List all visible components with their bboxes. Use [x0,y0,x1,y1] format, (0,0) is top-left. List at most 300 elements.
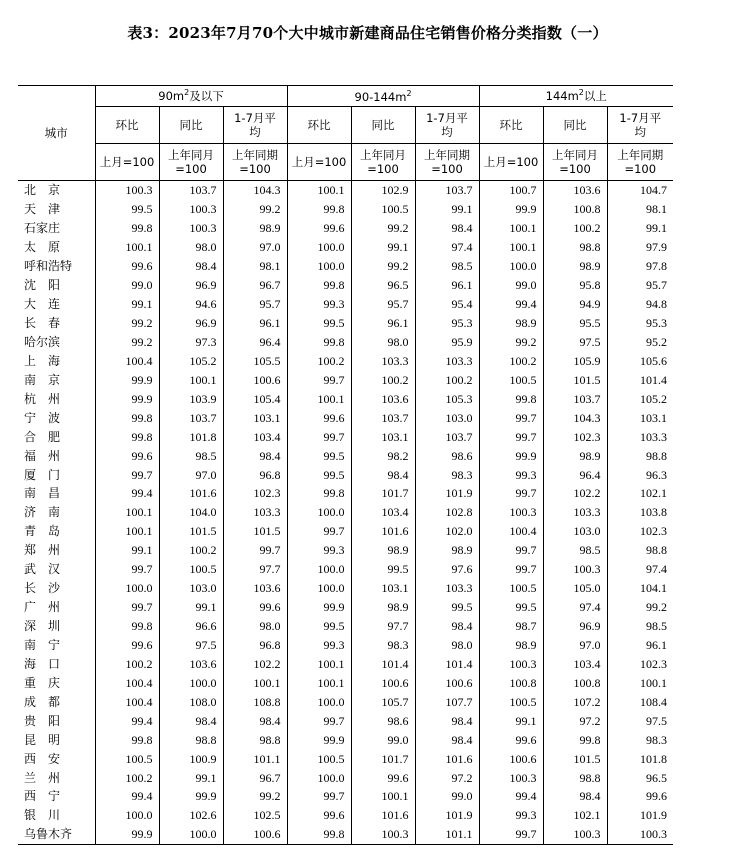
index-value-cell: 99.8 [287,276,351,295]
index-value-cell: 99.1 [95,541,159,560]
city-cell: 郑 州 [24,543,61,558]
base-period-header [159,144,223,181]
base-line1: 上年同期 [232,148,278,162]
city-cell: 哈尔滨 [24,334,61,349]
index-value-cell: 103.3 [415,351,479,370]
index-value-cell: 100.6 [351,673,415,692]
index-value-cell: 103.7 [159,408,223,427]
index-value-cell: 99.0 [351,730,415,749]
index-value-cell: 99.7 [95,465,159,484]
index-value-cell: 100.0 [287,238,351,257]
table-row [18,465,673,484]
index-value-cell: 97.5 [543,333,607,352]
index-value-cell: 99.4 [95,484,159,503]
index-value-cell: 98.3 [415,465,479,484]
index-value-cell: 96.9 [543,617,607,636]
index-value-cell: 102.2 [223,654,287,673]
index-value-cell: 104.1 [607,579,673,598]
index-value-cell: 100.0 [159,825,223,844]
index-value-cell: 100.0 [95,806,159,825]
index-value-cell: 96.7 [223,768,287,787]
city-cell: 厦 门 [24,467,61,482]
index-value-cell: 99.7 [223,541,287,560]
index-value-cell: 99.9 [95,370,159,389]
base-period-header [95,144,159,181]
index-value-cell: 99.9 [287,598,351,617]
table-body [18,181,673,845]
table-row [18,522,673,541]
index-value-cell: 103.6 [351,389,415,408]
index-value-cell: 105.9 [543,351,607,370]
index-value-cell: 102.1 [543,806,607,825]
index-value-cell: 102.9 [351,181,415,200]
city-cell: 重 庆 [24,675,61,690]
city-cell: 成 都 [24,694,61,709]
index-value-cell: 96.3 [607,465,673,484]
index-value-cell: 97.7 [223,560,287,579]
index-value-cell: 99.7 [95,598,159,617]
index-value-cell: 98.9 [543,257,607,276]
index-value-cell: 101.6 [351,806,415,825]
index-value-cell: 98.4 [351,465,415,484]
index-value-cell: 100.3 [479,503,543,522]
index-value-cell: 96.7 [223,276,287,295]
group-label-main: 90-144m [354,89,407,104]
group-label-sup: 2 [406,88,412,98]
table-row [18,389,673,408]
index-type-header [159,107,223,144]
index-value-cell: 103.0 [415,408,479,427]
table-row [18,181,673,200]
index-value-cell: 105.5 [223,351,287,370]
index-value-cell: 96.5 [607,768,673,787]
index-value-cell: 103.3 [543,503,607,522]
index-value-cell: 98.0 [415,636,479,655]
index-value-cell: 100.3 [351,825,415,844]
index-value-cell: 100.0 [479,257,543,276]
index-value-cell: 100.2 [159,541,223,560]
table-row [18,219,673,238]
index-value-cell: 103.3 [351,351,415,370]
table-row [18,257,673,276]
index-value-cell: 100.3 [479,654,543,673]
index-type-header [223,107,287,144]
index-value-cell: 101.7 [351,484,415,503]
index-value-cell: 99.4 [479,787,543,806]
index-value-cell: 98.8 [607,446,673,465]
index-value-cell: 99.7 [287,427,351,446]
index-value-cell: 101.9 [607,806,673,825]
index-value-cell: 98.3 [351,636,415,655]
city-cell: 青 岛 [24,524,61,539]
index-value-cell: 99.1 [159,598,223,617]
index-value-cell: 97.0 [543,636,607,655]
index-value-cell: 99.6 [607,787,673,806]
index-value-cell: 102.5 [223,806,287,825]
table-row [18,560,673,579]
group-label-sup: 2 [578,88,584,98]
index-value-cell: 101.9 [415,484,479,503]
index-value-cell: 99.6 [287,806,351,825]
city-cell: 太 原 [24,240,61,255]
table-row [18,503,673,522]
city-cell: 银 川 [24,808,61,823]
table-row [18,446,673,465]
index-value-cell: 103.6 [223,579,287,598]
index-type-line1: 环比 [499,118,523,132]
index-value-cell: 104.3 [543,408,607,427]
table-row [18,730,673,749]
index-value-cell: 99.8 [95,219,159,238]
index-type-line2: 均 [249,125,261,139]
index-value-cell: 98.8 [223,730,287,749]
index-value-cell: 97.0 [159,465,223,484]
table-row [18,673,673,692]
index-value-cell: 102.1 [607,484,673,503]
group-label-main: 144m [545,89,579,103]
index-value-cell: 99.8 [95,408,159,427]
index-value-cell: 107.2 [543,692,607,711]
table-row [18,787,673,806]
index-value-cell: 100.0 [159,673,223,692]
index-value-cell: 96.4 [543,465,607,484]
index-value-cell: 98.4 [415,711,479,730]
index-value-cell: 101.6 [159,484,223,503]
index-value-cell: 97.4 [415,238,479,257]
index-value-cell: 99.5 [287,617,351,636]
index-value-cell: 99.0 [479,276,543,295]
index-value-cell: 97.4 [543,598,607,617]
index-value-cell: 97.3 [159,333,223,352]
index-value-cell: 99.7 [287,711,351,730]
table-row [18,276,673,295]
index-value-cell: 96.9 [159,276,223,295]
index-value-cell: 98.5 [415,257,479,276]
city-cell: 西 安 [24,751,61,766]
city-cell: 大 连 [24,297,61,312]
base-period-header [607,144,673,181]
index-value-cell: 99.1 [479,711,543,730]
index-value-cell: 101.5 [223,522,287,541]
index-value-cell: 98.6 [415,446,479,465]
index-value-cell: 101.5 [543,749,607,768]
index-type-line1: 环比 [307,118,331,132]
index-value-cell: 100.5 [351,200,415,219]
index-value-cell: 105.6 [607,351,673,370]
index-value-cell: 102.3 [223,484,287,503]
index-value-cell: 100.1 [287,654,351,673]
base-period-header [479,144,543,181]
index-value-cell: 101.4 [351,654,415,673]
city-cell: 天 津 [24,202,61,217]
index-type-header [479,107,543,144]
index-value-cell: 100.5 [479,579,543,598]
index-value-cell: 99.8 [287,484,351,503]
index-value-cell: 99.0 [415,787,479,806]
index-value-cell: 104.3 [223,181,287,200]
base-line2: =100 [624,162,657,176]
index-value-cell: 96.9 [159,314,223,333]
base-line1: 上年同期 [617,148,664,162]
index-value-cell: 100.5 [479,692,543,711]
index-value-cell: 99.7 [479,484,543,503]
index-value-cell: 99.7 [287,787,351,806]
base-period-header [415,144,479,181]
index-value-cell: 99.4 [95,787,159,806]
index-value-cell: 99.5 [287,465,351,484]
index-value-cell: 99.7 [479,825,543,844]
base-line1: 上月=100 [483,155,539,169]
index-value-cell: 100.0 [287,257,351,276]
index-value-cell: 98.4 [159,711,223,730]
index-value-cell: 99.6 [95,636,159,655]
index-value-cell: 99.2 [351,219,415,238]
index-value-cell: 99.6 [479,730,543,749]
base-line2: =100 [239,162,271,176]
index-value-cell: 103.3 [415,579,479,598]
table-header [18,86,673,181]
table-row [18,617,673,636]
index-value-cell: 100.5 [479,370,543,389]
city-cell: 西 宁 [24,789,61,804]
index-value-cell: 101.8 [159,427,223,446]
index-value-cell: 100.1 [95,238,159,257]
index-value-cell: 103.4 [351,503,415,522]
index-value-cell: 94.9 [543,295,607,314]
price-index-table [18,85,673,845]
index-value-cell: 99.9 [479,200,543,219]
table-row [18,333,673,352]
index-value-cell: 107.7 [415,692,479,711]
index-value-cell: 101.8 [607,749,673,768]
index-value-cell: 99.7 [479,560,543,579]
index-value-cell: 99.1 [607,219,673,238]
index-value-cell: 97.9 [607,238,673,257]
table-title: 表3：2023年7月70个大中城市新建商品住宅销售价格分类指数（一） [127,24,608,42]
index-value-cell: 100.1 [479,238,543,257]
index-value-cell: 95.4 [415,295,479,314]
index-value-cell: 99.6 [351,768,415,787]
table-row [18,825,673,844]
index-type-line1: 1-7月平 [619,111,662,125]
index-value-cell: 101.6 [415,749,479,768]
index-value-cell: 99.3 [479,806,543,825]
index-value-cell: 100.5 [95,749,159,768]
index-value-cell: 95.8 [543,276,607,295]
index-value-cell: 99.2 [95,333,159,352]
index-value-cell: 98.4 [543,787,607,806]
index-value-cell: 100.1 [95,503,159,522]
index-value-cell: 97.5 [159,636,223,655]
table-row [18,711,673,730]
index-value-cell: 105.2 [607,389,673,408]
index-value-cell: 99.7 [287,522,351,541]
table-row [18,370,673,389]
index-value-cell: 104.0 [159,503,223,522]
city-cell: 深 圳 [24,619,61,634]
index-value-cell: 102.8 [415,503,479,522]
index-type-header [351,107,415,144]
index-value-cell: 96.8 [223,636,287,655]
index-value-cell: 103.1 [223,408,287,427]
table-row [18,238,673,257]
base-period-header [223,144,287,181]
index-value-cell: 96.1 [223,314,287,333]
index-value-cell: 98.9 [223,219,287,238]
index-value-cell: 103.4 [223,427,287,446]
index-value-cell: 99.8 [543,730,607,749]
table-row [18,806,673,825]
index-value-cell: 100.1 [223,673,287,692]
index-value-cell: 100.3 [543,825,607,844]
index-value-cell: 103.7 [415,427,479,446]
city-cell: 广 州 [24,600,61,615]
index-value-cell: 99.9 [95,825,159,844]
index-value-cell: 100.1 [287,181,351,200]
index-value-cell: 100.2 [479,351,543,370]
index-value-cell: 108.8 [223,692,287,711]
index-value-cell: 99.6 [95,257,159,276]
index-value-cell: 108.4 [607,692,673,711]
index-value-cell: 98.9 [351,598,415,617]
index-value-cell: 99.9 [479,446,543,465]
base-line1: 上年同月 [360,148,407,162]
index-value-cell: 100.0 [287,692,351,711]
index-value-cell: 100.2 [415,370,479,389]
index-value-cell: 100.9 [159,749,223,768]
index-value-cell: 101.7 [351,749,415,768]
index-value-cell: 103.6 [159,654,223,673]
index-value-cell: 94.8 [607,295,673,314]
index-value-cell: 98.9 [351,541,415,560]
index-value-cell: 100.4 [479,522,543,541]
group-label-sup: 2 [184,88,190,98]
index-value-cell: 99.1 [415,200,479,219]
index-value-cell: 98.8 [543,768,607,787]
index-value-cell: 98.4 [159,257,223,276]
base-period-header [287,144,351,181]
index-value-cell: 103.3 [223,503,287,522]
index-value-cell: 99.5 [287,446,351,465]
index-value-cell: 100.3 [607,825,673,844]
index-value-cell: 100.3 [479,768,543,787]
city-cell: 长 沙 [24,581,61,596]
city-cell: 合 肥 [24,429,61,444]
index-value-cell: 99.6 [223,598,287,617]
index-value-cell: 99.8 [95,617,159,636]
index-value-cell: 98.5 [543,541,607,560]
index-value-cell: 99.5 [415,598,479,617]
index-value-cell: 98.4 [415,617,479,636]
city-cell: 海 口 [24,656,61,671]
index-value-cell: 100.1 [607,673,673,692]
size-group-header [287,86,479,107]
index-value-cell: 99.6 [287,408,351,427]
index-value-cell: 96.1 [351,314,415,333]
index-value-cell: 99.1 [95,295,159,314]
city-cell: 南 昌 [24,486,61,501]
index-type-header [95,107,159,144]
index-value-cell: 100.0 [95,579,159,598]
index-value-cell: 99.9 [159,787,223,806]
index-value-cell: 103.0 [159,579,223,598]
index-value-cell: 101.5 [543,370,607,389]
base-period-header [543,144,607,181]
index-value-cell: 102.2 [543,484,607,503]
city-cell: 长 春 [24,316,61,331]
index-value-cell: 100.3 [159,200,223,219]
index-value-cell: 99.7 [95,560,159,579]
index-value-cell: 101.6 [351,522,415,541]
table-row [18,579,673,598]
city-cell: 杭 州 [24,391,61,406]
index-value-cell: 103.4 [543,654,607,673]
index-value-cell: 99.2 [223,787,287,806]
table-row [18,295,673,314]
index-value-cell: 99.5 [287,314,351,333]
index-value-cell: 99.9 [95,389,159,408]
index-value-cell: 99.3 [287,295,351,314]
base-line2: =100 [175,162,207,176]
index-value-cell: 98.5 [159,446,223,465]
index-value-cell: 98.9 [543,446,607,465]
index-value-cell: 95.9 [415,333,479,352]
table-row [18,408,673,427]
index-value-cell: 100.1 [479,219,543,238]
index-value-cell: 100.0 [287,768,351,787]
index-value-cell: 100.1 [287,673,351,692]
index-value-cell: 100.4 [95,673,159,692]
index-value-cell: 95.7 [351,295,415,314]
index-value-cell: 99.4 [95,711,159,730]
index-value-cell: 100.5 [287,749,351,768]
index-value-cell: 100.6 [223,370,287,389]
index-value-cell: 101.4 [415,654,479,673]
index-value-cell: 102.6 [159,806,223,825]
index-value-cell: 98.0 [351,333,415,352]
index-value-cell: 100.2 [351,370,415,389]
index-type-line1: 1-7月平 [426,111,468,125]
index-value-cell: 99.1 [159,768,223,787]
index-value-cell: 100.2 [287,351,351,370]
table-row [18,484,673,503]
index-value-cell: 99.3 [287,541,351,560]
index-value-cell: 99.5 [95,200,159,219]
index-value-cell: 99.8 [479,389,543,408]
city-cell: 贵 阳 [24,713,61,728]
index-value-cell: 98.4 [415,219,479,238]
city-cell: 南 京 [24,372,61,387]
index-value-cell: 98.4 [415,730,479,749]
index-value-cell: 103.3 [607,427,673,446]
index-value-cell: 95.3 [607,314,673,333]
index-value-cell: 100.2 [95,768,159,787]
group-label-suffix: 以上 [583,89,607,103]
index-value-cell: 95.5 [543,314,607,333]
table-row [18,200,673,219]
index-value-cell: 103.7 [351,408,415,427]
index-value-cell: 100.3 [159,219,223,238]
base-line2: =100 [559,162,591,176]
index-type-header [607,107,673,144]
base-line1: 上月=100 [291,155,347,169]
table-row [18,654,673,673]
index-value-cell: 100.1 [287,389,351,408]
index-value-cell: 98.8 [543,238,607,257]
index-value-cell: 99.2 [479,333,543,352]
index-value-cell: 99.8 [287,200,351,219]
index-value-cell: 103.8 [607,503,673,522]
